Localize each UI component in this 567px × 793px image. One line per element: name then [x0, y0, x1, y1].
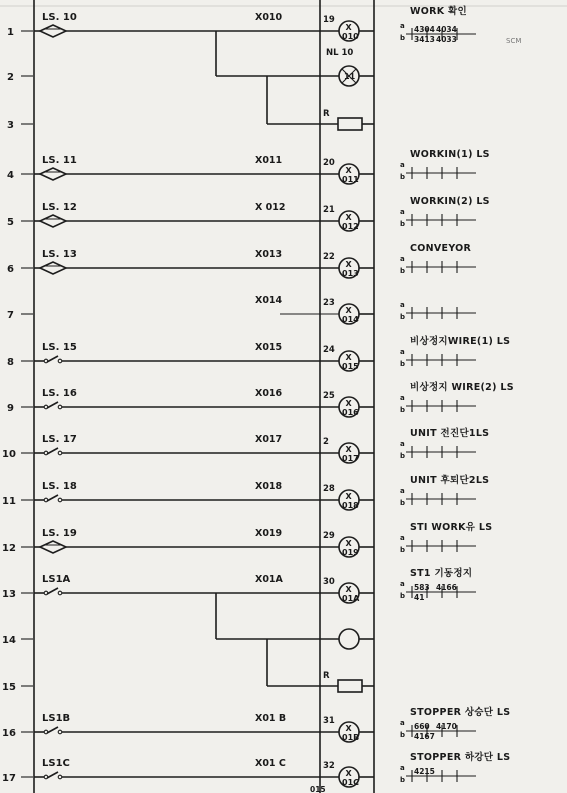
- coil-address: 017: [342, 454, 359, 463]
- coil-number: 23: [323, 298, 335, 308]
- address-label: X014: [255, 295, 283, 306]
- rung-description: 비상정지WIRE(1) LS: [410, 336, 511, 347]
- ladder-rungs: [2, 5, 521, 787]
- address-label: X010: [255, 12, 283, 23]
- contact-a-ref: 660: [414, 722, 430, 731]
- rung-number: 17: [2, 773, 16, 784]
- coil-letter: X: [345, 539, 352, 548]
- coil-address: 01B: [342, 733, 360, 742]
- contact-a-label: a: [400, 208, 405, 216]
- contact-a-label: a: [400, 440, 405, 448]
- rung-description: WORKIN(2) LS: [410, 196, 490, 207]
- switch-label: LS. 19: [42, 528, 77, 539]
- contact-a-ref: 4215: [414, 767, 435, 776]
- contact-b-ref: 3413: [414, 35, 435, 44]
- address-label: X01 B: [255, 713, 287, 724]
- rung-description: WORKIN(1) LS: [410, 149, 490, 160]
- coil-address: 014: [342, 315, 359, 324]
- coil-number: 32: [323, 761, 335, 771]
- contact-a-ref: 4170: [436, 722, 457, 731]
- rung-number: 3: [7, 120, 14, 131]
- coil-letter: X: [345, 166, 352, 175]
- rung-number: 6: [7, 264, 14, 275]
- nc-contact-icon: [58, 405, 62, 409]
- coil-number: 21: [323, 205, 335, 215]
- rung-description: 비상정지 WIRE(2) LS: [410, 382, 514, 393]
- contact-a-label: a: [400, 534, 405, 542]
- coil-number: 2: [323, 437, 329, 447]
- rung-number: 10: [2, 449, 16, 460]
- address-label: X013: [255, 249, 283, 260]
- contact-b-label: b: [400, 360, 406, 368]
- rung-number: 4: [7, 170, 14, 181]
- switch-label: LS. 13: [42, 249, 77, 260]
- coil-address: 01A: [342, 594, 360, 603]
- address-label: X01 C: [255, 758, 286, 769]
- coil-address: 012: [342, 222, 359, 231]
- nc-contact-icon: [58, 451, 62, 455]
- resistor-label: R: [323, 109, 330, 119]
- contact-b-label: b: [400, 546, 406, 554]
- switch-label: LS. 15: [42, 342, 77, 353]
- coil-letter: X: [345, 769, 352, 778]
- side-mark: SCM: [506, 37, 522, 45]
- coil-letter: X: [345, 585, 352, 594]
- contact-a-label: a: [400, 22, 405, 30]
- contact-b-label: b: [400, 220, 406, 228]
- contact-b-label: b: [400, 731, 406, 739]
- contact-b-ref: 4033: [436, 35, 457, 44]
- diamond-contact-icon: [40, 168, 66, 180]
- resistor-icon: [338, 118, 362, 130]
- rung-number: 9: [7, 403, 14, 414]
- coil-address: 015: [342, 362, 359, 371]
- rung-description: ST1 기동정지: [410, 568, 473, 579]
- switch-label: LS. 11: [42, 155, 77, 166]
- contact-b-label: b: [400, 34, 406, 42]
- rung-number: 12: [2, 543, 16, 554]
- switch-label: LS1B: [42, 713, 71, 724]
- rung-number: 2: [7, 72, 14, 83]
- coil-number: 20: [323, 158, 335, 168]
- rung-description: STOPPER 상승단 LS: [410, 707, 511, 718]
- rung-number: 8: [7, 357, 14, 368]
- contact-a-label: a: [400, 719, 405, 727]
- coil-number: 31: [323, 716, 335, 726]
- coil-letter: X: [345, 213, 352, 222]
- lamp-label: NL 10: [326, 48, 354, 58]
- diamond-contact-icon: [40, 541, 66, 553]
- page-number: 015: [310, 785, 326, 793]
- diamond-contact-icon: [40, 25, 66, 37]
- contact-a-label: a: [400, 764, 405, 772]
- nc-contact-icon: [47, 402, 58, 408]
- nc-contact-icon: [47, 772, 58, 778]
- contact-a-label: a: [400, 580, 405, 588]
- coil-number: 25: [323, 391, 335, 401]
- switch-label: LS. 12: [42, 202, 77, 213]
- contact-b-ref: 4167: [414, 732, 435, 741]
- coil-letter: X: [345, 399, 352, 408]
- contact-a-label: a: [400, 255, 405, 263]
- switch-label: LS1C: [42, 758, 70, 769]
- coil-letter: X: [345, 492, 352, 501]
- nc-contact-icon: [47, 727, 58, 733]
- contact-b-label: b: [400, 776, 406, 784]
- nc-contact-icon: [47, 588, 58, 594]
- nc-contact-icon: [58, 359, 62, 363]
- coil-letter: X: [345, 23, 352, 32]
- rung-number: 5: [7, 217, 14, 228]
- contact-a-ref: 4166: [436, 583, 457, 592]
- contact-b-label: b: [400, 452, 406, 460]
- address-label: X019: [255, 528, 283, 539]
- contact-b-label: b: [400, 173, 406, 181]
- switch-label: LS1A: [42, 574, 71, 585]
- address-label: X011: [255, 155, 283, 166]
- switch-label: LS. 16: [42, 388, 77, 399]
- resistor-label: R: [323, 671, 330, 681]
- rung-number: 1: [7, 27, 14, 38]
- coil-letter: X: [345, 306, 352, 315]
- nc-contact-icon: [47, 495, 58, 501]
- coil-address: 016: [342, 408, 359, 417]
- contact-b-label: b: [400, 592, 406, 600]
- coil-number: 22: [323, 252, 335, 262]
- switch-label: LS. 17: [42, 434, 77, 445]
- coil-letter: X: [345, 445, 352, 454]
- coil-number: 24: [323, 345, 335, 355]
- contact-b-label: b: [400, 313, 406, 321]
- rung-description: CONVEYOR: [410, 243, 472, 254]
- address-label: X018: [255, 481, 283, 492]
- contact-a-ref: 4304: [414, 25, 435, 34]
- contact-a-label: a: [400, 161, 405, 169]
- coil-number: 19: [323, 15, 335, 25]
- coil-address: 019: [342, 548, 359, 557]
- coil-address: 01C: [342, 778, 360, 787]
- contact-a-label: a: [400, 348, 405, 356]
- rung-number: 11: [2, 496, 16, 507]
- rung-number: 13: [2, 589, 16, 600]
- rung-description: STOPPER 하강단 LS: [410, 752, 511, 763]
- coil-number: 30: [323, 577, 335, 587]
- rung-number: 15: [2, 682, 16, 693]
- address-label: X01A: [255, 574, 283, 585]
- coil-icon: [339, 629, 359, 649]
- coil-number: 28: [323, 484, 335, 494]
- contact-a-label: a: [400, 301, 405, 309]
- contact-a-ref: 583: [414, 583, 430, 592]
- rung-description: STI WORK유 LS: [410, 522, 493, 533]
- switch-label: LS. 18: [42, 481, 77, 492]
- nc-contact-icon: [58, 498, 62, 502]
- diamond-contact-icon: [40, 262, 66, 274]
- rung-description: UNIT 전진단1LS: [410, 428, 490, 439]
- contact-b-label: b: [400, 406, 406, 414]
- rung-description: WORK 확인: [410, 6, 467, 17]
- coil-letter: X: [345, 353, 352, 362]
- rung-number: 7: [7, 310, 14, 321]
- resistor-icon: [338, 680, 362, 692]
- coil-letter: X: [345, 260, 352, 269]
- contact-b-label: b: [400, 267, 406, 275]
- contact-b-label: b: [400, 499, 406, 507]
- address-label: X 012: [255, 202, 286, 213]
- nc-contact-icon: [47, 448, 58, 454]
- contact-b-ref: 41: [414, 593, 425, 602]
- coil-address: 013: [342, 269, 359, 278]
- address-label: X015: [255, 342, 283, 353]
- address-label: X017: [255, 434, 283, 445]
- coil-number: 29: [323, 531, 335, 541]
- contact-a-label: a: [400, 487, 405, 495]
- rung-number: 16: [2, 728, 16, 739]
- coil-address: 010: [342, 32, 359, 41]
- coil-address: 018: [342, 501, 359, 510]
- address-label: X016: [255, 388, 283, 399]
- rung-description: UNIT 후퇴단2LS: [410, 475, 490, 486]
- nc-contact-icon: [58, 775, 62, 779]
- nc-contact-icon: [58, 591, 62, 595]
- nc-contact-icon: [47, 356, 58, 362]
- coil-address: 011: [342, 175, 359, 184]
- switch-label: LS. 10: [42, 12, 77, 23]
- diamond-contact-icon: [40, 215, 66, 227]
- rung-number: 14: [2, 635, 16, 646]
- contact-a-label: a: [400, 394, 405, 402]
- contact-a-ref: 4034: [436, 25, 457, 34]
- lamp-symbol: 11: [344, 72, 356, 81]
- nc-contact-icon: [58, 730, 62, 734]
- coil-letter: X: [345, 724, 352, 733]
